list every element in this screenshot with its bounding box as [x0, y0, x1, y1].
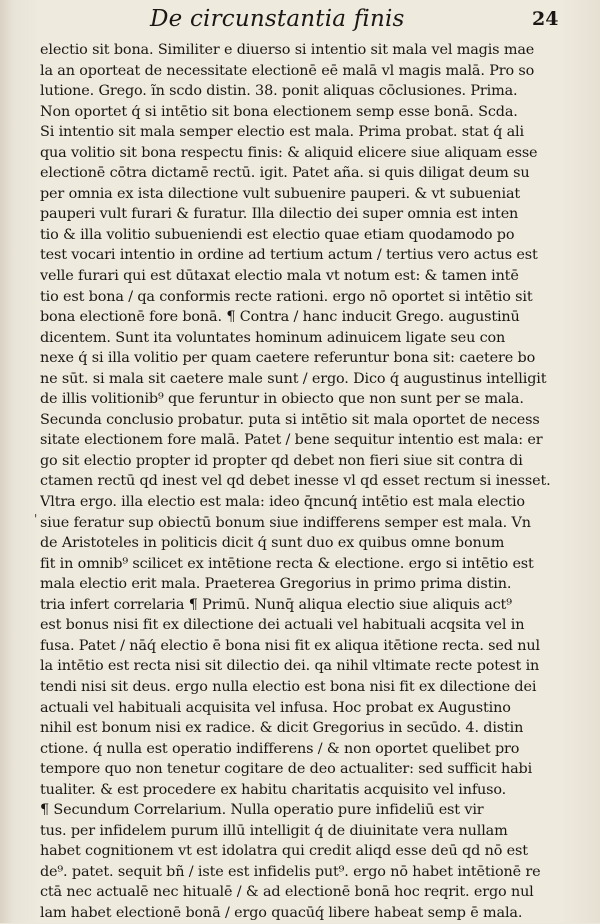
text-line: ctamen rectū qd inest vel qd debet inesse vl qd esset rectum si inesset.: [40, 473, 551, 490]
text-line: tria infert correlaria ¶ Primū. Nunq̄ aliqua electio siue aliquis act⁹: [40, 596, 512, 613]
text-line: tio & illa volitio subueniendi est electio quae etiam quodamodo po: [40, 226, 515, 243]
text-line: tus. per infidelem purum illū intelligit q́ de diuinitate vera nullam: [40, 822, 508, 839]
text-line: tempore quo non tenetur cogitare de deo actualiter: sed sufficit habi: [40, 761, 533, 778]
text-line: pauperi vult furari & furatur. Illa dilectio dei super omnia est inten: [40, 206, 519, 223]
margin-mark: ': [34, 512, 38, 526]
text-line: ctione. q́ nulla est operatio indifferens / & non oportet quelibet pro: [40, 740, 520, 757]
text-line: tendi nisi sit deus. ergo nulla electio est bona nisi fit ex dilectione dei: [40, 678, 537, 695]
text-line: per omnia ex ista dilectione vult subuenire pauperi. & vt subueniat: [40, 185, 521, 202]
text-line: sitate electionem fore malā. Patet / bene sequitur intentio est mala: er: [40, 432, 543, 449]
text-line: Si intentio sit mala semper electio est mala. Prima probat. stat q́ ali: [40, 124, 524, 141]
text-line: Non oportet q́ si intētio sit bona electionem semp esse bonā. Scda.: [40, 103, 518, 120]
text-block: [40, 40, 570, 924]
text-line: de⁹. patet. sequit bñ / iste est infidelis put⁹. ergo nō habet intētionē re: [40, 863, 541, 880]
text-line: habet cognitionem vt est idolatra qui credit aliqd esse deū qd nō est: [40, 843, 528, 860]
text-line: fit in omnib⁹ scilicet ex intētione recta & electione. ergo si intētio est: [40, 555, 534, 572]
text-line: go sit electio propter id propter qd debet non fieri siue sit contra di: [40, 452, 523, 469]
text-line: test vocari intentio in ordine ad tertium actum / tertius vero actus est: [40, 247, 538, 264]
text-line: ne sūt. si mala sit caetere male sunt / ergo. Dico q́ augustinus intelligit: [40, 370, 547, 387]
folio-number: 24: [532, 8, 559, 30]
text-line: de Aristoteles in politicis dicit q́ sunt duo ex quibus omne bonum: [40, 535, 505, 552]
text-line: velle furari qui est dūtaxat electio mala vt notum est: & tamen intē: [40, 268, 519, 285]
text-line: tio est bona / qa conformis recte rationi. ergo nō oportet si intētio sit: [40, 288, 533, 305]
text-line: la intētio est recta nisi sit dilectio dei. qa nihil vltimate recte potest in: [40, 658, 540, 675]
text-line: lam habet electionē bonā / ergo quacūq́ libere habeat semp ē mala.: [40, 904, 523, 921]
text-line: bona electionē fore bonā. ¶ Contra / hanc inducit Grego. augustinū: [40, 309, 520, 326]
text-line: siue feratur sup obiectū bonum siue indifferens semper est mala. Vn: [40, 514, 531, 531]
text-line: actuali vel habituali acquisita vel infusa. Hoc probat ex Augustino: [40, 699, 511, 716]
text-line: la an oporteat de necessitate electionē eē malā vl magis malā. Pro so: [40, 62, 535, 79]
running-title: De circunstantia finis: [150, 6, 405, 32]
text-line: nihil est bonum nisi ex radice. & dicit Gregorius in secūdo. 4. distin: [40, 720, 524, 737]
text-line: de illis volitionib⁹ que feruntur in obiecto que non sunt per se mala.: [40, 391, 524, 408]
text-line: est bonus nisi fit ex dilectione dei actuali vel habituali acqsita vel in: [40, 617, 525, 634]
page-header: [0, 2, 600, 36]
text-line: tualiter. & est procedere ex habitu charitatis acquisito vel infuso.: [40, 781, 507, 798]
text-line: nexe q́ si illa volitio per quam caetere referuntur bona sit: caetere bo: [40, 350, 536, 367]
text-line: mala electio erit mala. Praeterea Gregorius in primo prima distin.: [40, 576, 512, 593]
text-line: lutione. Grego. ĩn scdo distin. 38. ponit aliquas cōclusiones. Prima.: [40, 83, 518, 100]
text-line: ¶ Secundum Correlarium. Nulla operatio pure infideliū est vir: [40, 802, 484, 819]
text-line: electio sit bona. Similiter e diuerso si intentio sit mala vel magis mae: [40, 42, 535, 58]
text-line: Secunda conclusio probatur. puta si intētio sit mala oportet de necess: [40, 411, 540, 428]
text-line: qua volitio sit bona respectu finis: & aliquid elicere siue aliquam esse: [40, 144, 538, 161]
text-line: electionē cōtra dictamē rectū. igit. Patet aña. si quis diligat deum su: [40, 165, 530, 182]
text-line: dicentem. Sunt ita voluntates hominum adinuicem ligate seu con: [40, 329, 506, 346]
text-line: fusa. Patet / nāq́ electio ē bona nisi fit ex aliqua itētione recta. sed nul: [40, 637, 540, 654]
text-line: Vltra ergo. illa electio est mala: ideo q̄ncunq́ intētio est mala electio: [40, 494, 525, 511]
text-line: ctā nec actualē nec hitualē / & ad electionē bonā hoc reqrit. ergo nul: [40, 884, 534, 901]
